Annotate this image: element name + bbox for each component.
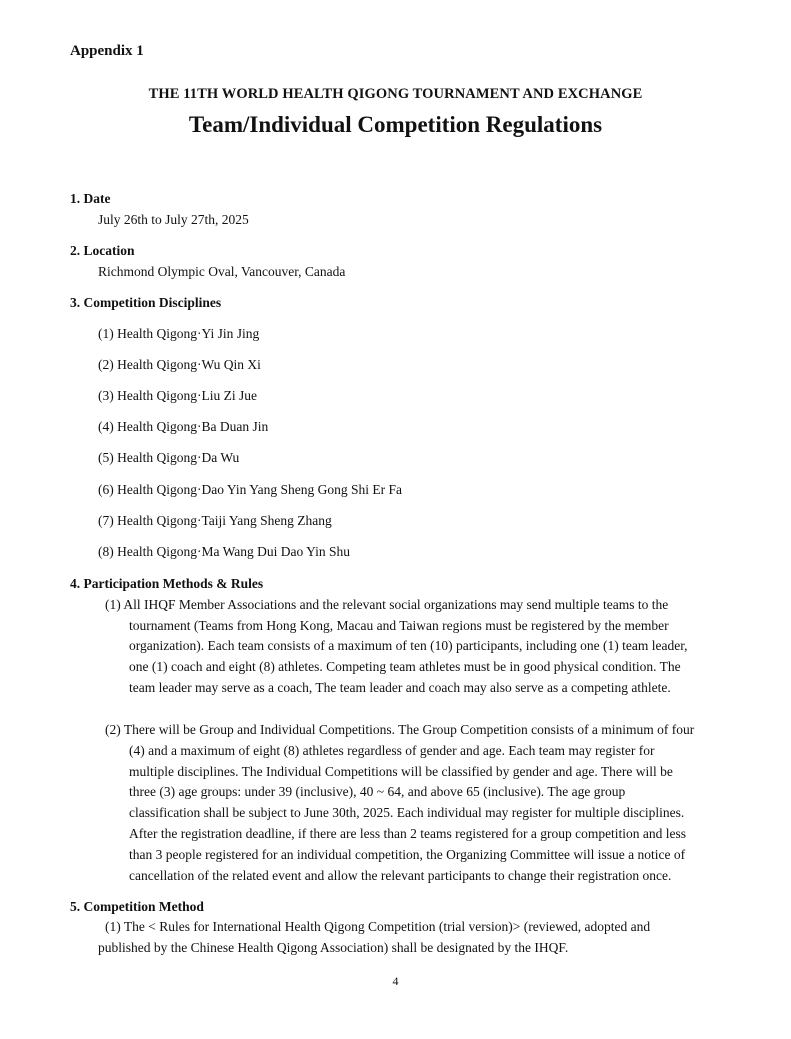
section-heading-method: 5. Competition Method [70,899,204,914]
paragraph-line: (1) All IHQF Member Associations and the relevant social organizations may send multiple teams to the [105,597,669,612]
paragraph-line: one (1) coach and eight (8) athletes. Competing team athletes must be in good physical condition. The [129,659,681,674]
section-heading-date: 1. Date [70,191,111,206]
discipline-item: (2) Health Qigong·Wu Qin Xi [98,357,261,372]
discipline-item: (5) Health Qigong·Da Wu [98,450,240,465]
paragraph-line: organization). Each team consists of a maximum of ten (10) participants, including one (1) team leader, [129,638,688,653]
main-title: Team/Individual Competition Regulations [188,112,603,137]
paragraph-line: team leader may serve as a coach, The team leader and coach may also serve as a competing athlete. [129,680,671,695]
paragraph-line: (1) The < Rules for International Health Qigong Competition (trial version)> (reviewed, adopted and [105,919,651,934]
date-text: July 26th to July 27th, 2025 [98,212,249,227]
paragraph-line: cancellation of the related event and allow the relevant participants to change their registration once. [129,868,672,883]
paragraph-line: published by the Chinese Health Qigong Association) shall be designated by the IHQF. [98,940,569,955]
discipline-item: (6) Health Qigong·Dao Yin Yang Sheng Gong Shi Er Fa [98,482,402,497]
discipline-item: (8) Health Qigong·Ma Wang Dui Dao Yin Shu [98,544,351,559]
paragraph-line: than 3 people registered for an individual competition, the Organizing Committee will issue a notice of [129,847,686,862]
discipline-item: (7) Health Qigong·Taiji Yang Sheng Zhang [98,513,332,528]
page-number: 4 [392,974,399,988]
event-title: THE 11TH WORLD HEALTH QIGONG TOURNAMENT AND EXCHANGE [148,86,643,102]
paragraph-line: (2) There will be Group and Individual Competitions. The Group Competition consists of a minimum of four [105,722,695,737]
location-text: Richmond Olympic Oval, Vancouver, Canada [98,264,346,279]
paragraph-line: (4) and a maximum of eight (8) athletes regardless of gender and age. Each team may register for [129,743,655,758]
paragraph-line: After the registration deadline, if there are less than 2 teams registered for a group competition and less [129,826,687,841]
section-heading-disciplines: 3. Competition Disciplines [70,295,222,310]
paragraph-line: three (3) age groups: under 39 (inclusive), 40 ~ 64, and above 65 (inclusive). The age group [129,784,626,799]
discipline-item: (3) Health Qigong·Liu Zi Jue [98,388,257,403]
paragraph-line: tournament (Teams from Hong Kong, Macau and Taiwan regions must be registered by the member [129,618,669,633]
paragraph-line: multiple disciplines. The Individual Competitions will be classified by gender and age. There will be [129,764,673,779]
discipline-item: (4) Health Qigong·Ba Duan Jin [98,419,269,434]
discipline-item: (1) Health Qigong·Yi Jin Jing [98,326,260,341]
section-heading-location: 2. Location [70,243,135,258]
section-heading-participation: 4. Participation Methods & Rules [70,576,264,591]
appendix-label: Appendix 1 [70,43,144,59]
paragraph-line: classification shall be subject to June 30th, 2025. Each individual may register for multiple disciplines. [129,805,685,820]
